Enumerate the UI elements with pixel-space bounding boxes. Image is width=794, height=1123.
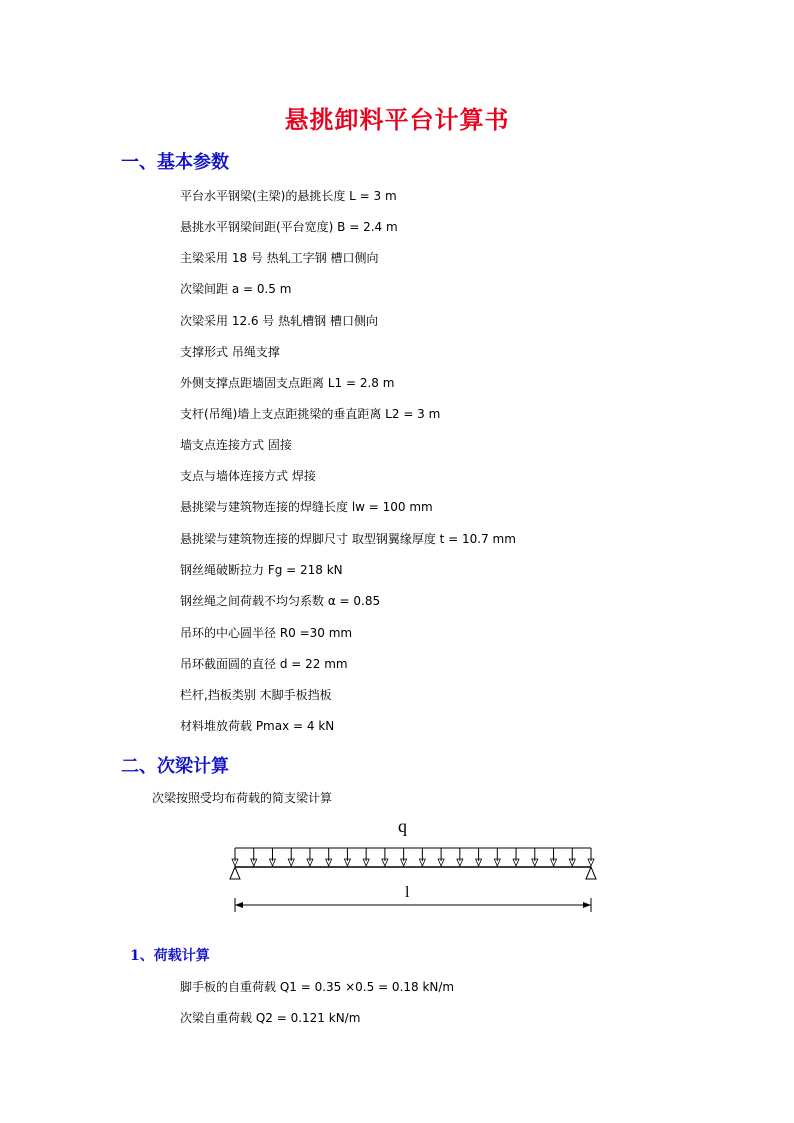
load-arrows — [232, 848, 594, 866]
left-support-icon — [230, 867, 240, 879]
param-line: 吊环截面圆的直径 d = 22 mm — [180, 657, 348, 671]
param-line: 外侧支撑点距墙固支点距离 L1 = 2.8 m — [180, 376, 395, 390]
param-line: 主梁采用 18 号 热轧工字钢 槽口侧向 — [180, 251, 379, 265]
param-line: 悬挑水平钢梁间距(平台宽度) B = 2.4 m — [180, 220, 398, 234]
dimension-arrow-right-icon — [583, 902, 591, 908]
calc-line: 次梁自重荷载 Q2 = 0.121 kN/m — [180, 1011, 361, 1025]
param-line: 次梁间距 a = 0.5 m — [180, 282, 292, 296]
dimension-arrow-left-icon — [235, 902, 243, 908]
document-title: 悬挑卸料平台计算书 — [284, 105, 510, 134]
beam-intro-text: 次梁按照受均布荷载的简支梁计算 — [152, 791, 333, 805]
calc-line: 脚手板的自重荷载 Q1 = 0.35 ×0.5 = 0.18 kN/m — [180, 980, 455, 994]
param-line: 墙支点连接方式 固接 — [180, 438, 292, 452]
section-heading-basic-params: 一、基本参数 — [121, 152, 229, 173]
param-line: 次梁采用 12.6 号 热轧槽钢 槽口侧向 — [180, 314, 378, 328]
load-label: q — [398, 816, 407, 836]
span-label: l — [405, 884, 410, 901]
param-line: 吊环的中心圆半径 R0 =30 mm — [180, 626, 353, 640]
right-support-icon — [586, 867, 596, 879]
param-line: 悬挑梁与建筑物连接的焊缝长度 lw = 100 mm — [180, 500, 433, 514]
param-line: 栏杆,挡板类别 木脚手板挡板 — [180, 688, 332, 702]
param-line: 支撑形式 吊绳支撑 — [180, 345, 280, 359]
param-line: 悬挑梁与建筑物连接的焊脚尺寸 取型钢翼缘厚度 t = 10.7 mm — [180, 532, 516, 546]
param-line: 材料堆放荷载 Pmax = 4 kN — [180, 719, 335, 733]
param-line: 钢丝绳之间荷载不均匀系数 α = 0.85 — [180, 594, 381, 608]
param-line: 支点与墙体连接方式 焊接 — [180, 469, 316, 483]
param-line: 支杆(吊绳)墙上支点距挑梁的垂直距离 L2 = 3 m — [180, 407, 441, 421]
uniform-load-beam-diagram — [225, 812, 605, 922]
param-line: 钢丝绳破断拉力 Fg = 218 kN — [180, 563, 343, 577]
section-heading-secondary-beam: 二、次梁计算 — [121, 756, 229, 777]
subsection-heading-load-calc: 1、荷载计算 — [130, 948, 210, 964]
param-line: 平台水平钢梁(主梁)的悬挑长度 L = 3 m — [180, 189, 397, 203]
